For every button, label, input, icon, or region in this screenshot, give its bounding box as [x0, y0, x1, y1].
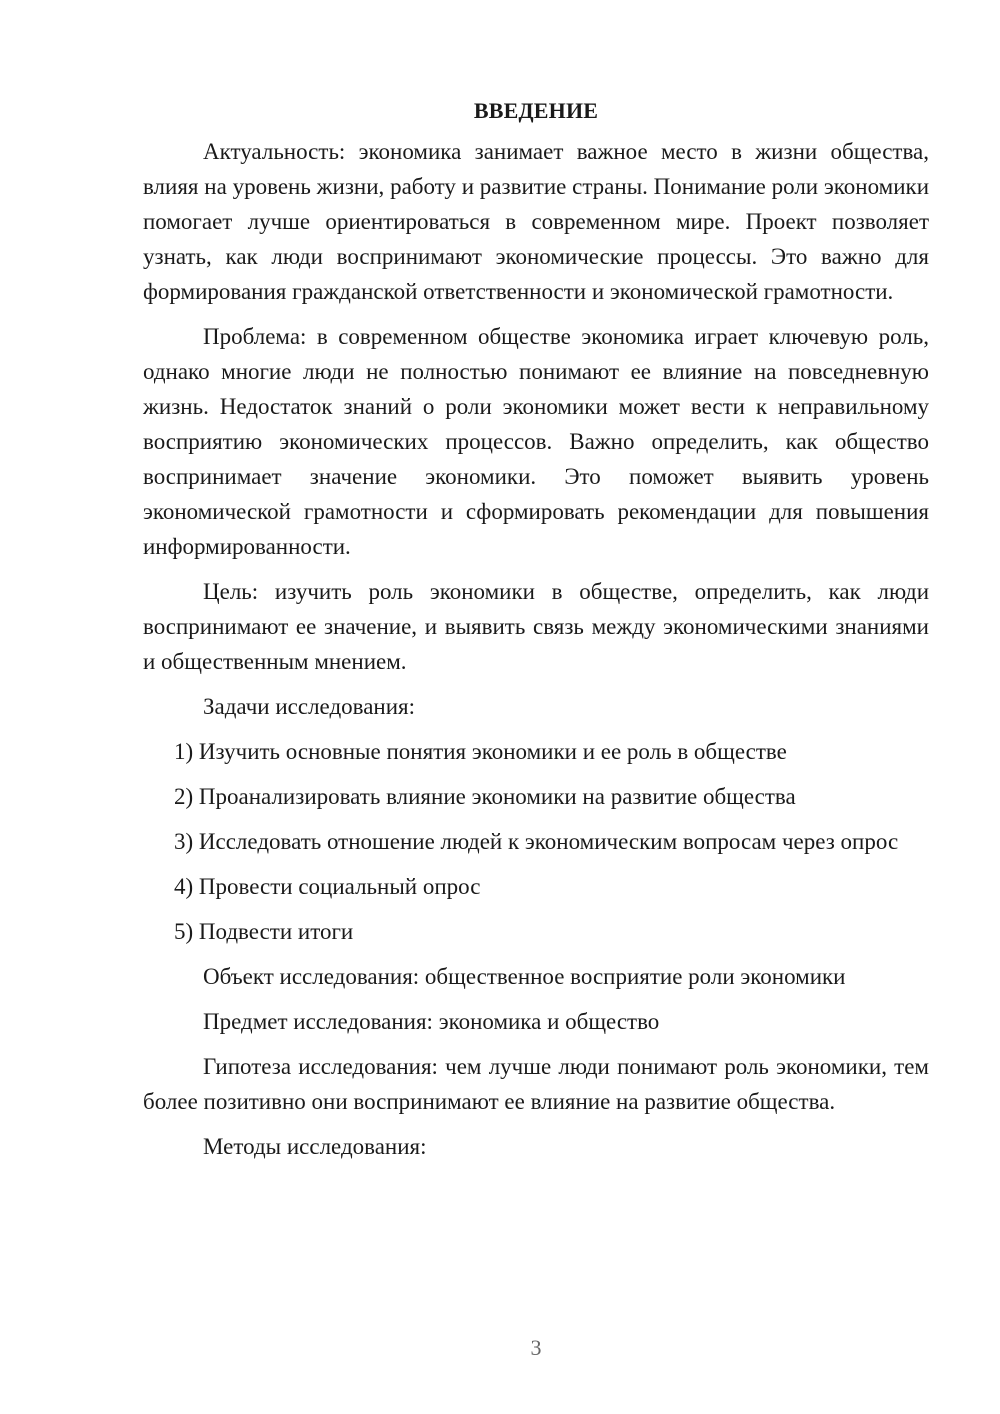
tasks-heading: Задачи исследования:: [203, 694, 416, 719]
task-item-2: 2) Проанализировать влияние экономики на развитие общества: [174, 784, 796, 809]
page-number: 3: [530, 1335, 542, 1360]
paragraph-goal: Цель: изучить роль экономики в обществе, определить, как люди воспринимают ее значение, и выявить связь между экономическими знаниями и общественным мнением.: [143, 579, 929, 674]
task-item-3: 3) Исследовать отношение людей к экономическим вопросам через опрос: [174, 829, 899, 854]
page-body: [143, 96, 929, 1174]
paragraph-problem: Проблема: в современном обществе экономика играет ключевую роль, однако многие люди не полностью понимают ее влияние на повседневную жизнь. Недостаток знаний о роли экономики может вести к неправильному восприятию экономических процессов. Важно определить, как общество воспринимает значение экономики. Это поможет выявить уровень экономической грамотности и сформировать рекомендации для повышения информированности.: [143, 324, 929, 559]
task-item-5: 5) Подвести итоги: [174, 919, 354, 944]
task-item-4: 4) Провести социальный опрос: [174, 874, 481, 899]
task-item-1: 1) Изучить основные понятия экономики и ее роль в обществе: [174, 739, 787, 764]
paragraph-subject: Предмет исследования: экономика и общество: [203, 1009, 660, 1034]
paragraph-hypothesis: Гипотеза исследования: чем лучше люди понимают роль экономики, тем более позитивно они воспринимают ее влияние на развитие общества.: [143, 1054, 929, 1114]
methods-heading: Методы исследования:: [203, 1134, 427, 1159]
paragraph-object: Объект исследования: общественное восприятие роли экономики: [203, 964, 846, 989]
paragraph-relevance: Актуальность: экономика занимает важное место в жизни общества, влияя на уровень жизни, работу и развитие страны. Понимание роли экономики помогает лучше ориентироваться в современном мире. Проект позволяет узнать, как люди воспринимают экономические процессы. Это важно для формирования гражданской ответственности и экономической грамотности.: [143, 139, 929, 304]
page-title: ВВЕДЕНИЕ: [473, 98, 599, 123]
